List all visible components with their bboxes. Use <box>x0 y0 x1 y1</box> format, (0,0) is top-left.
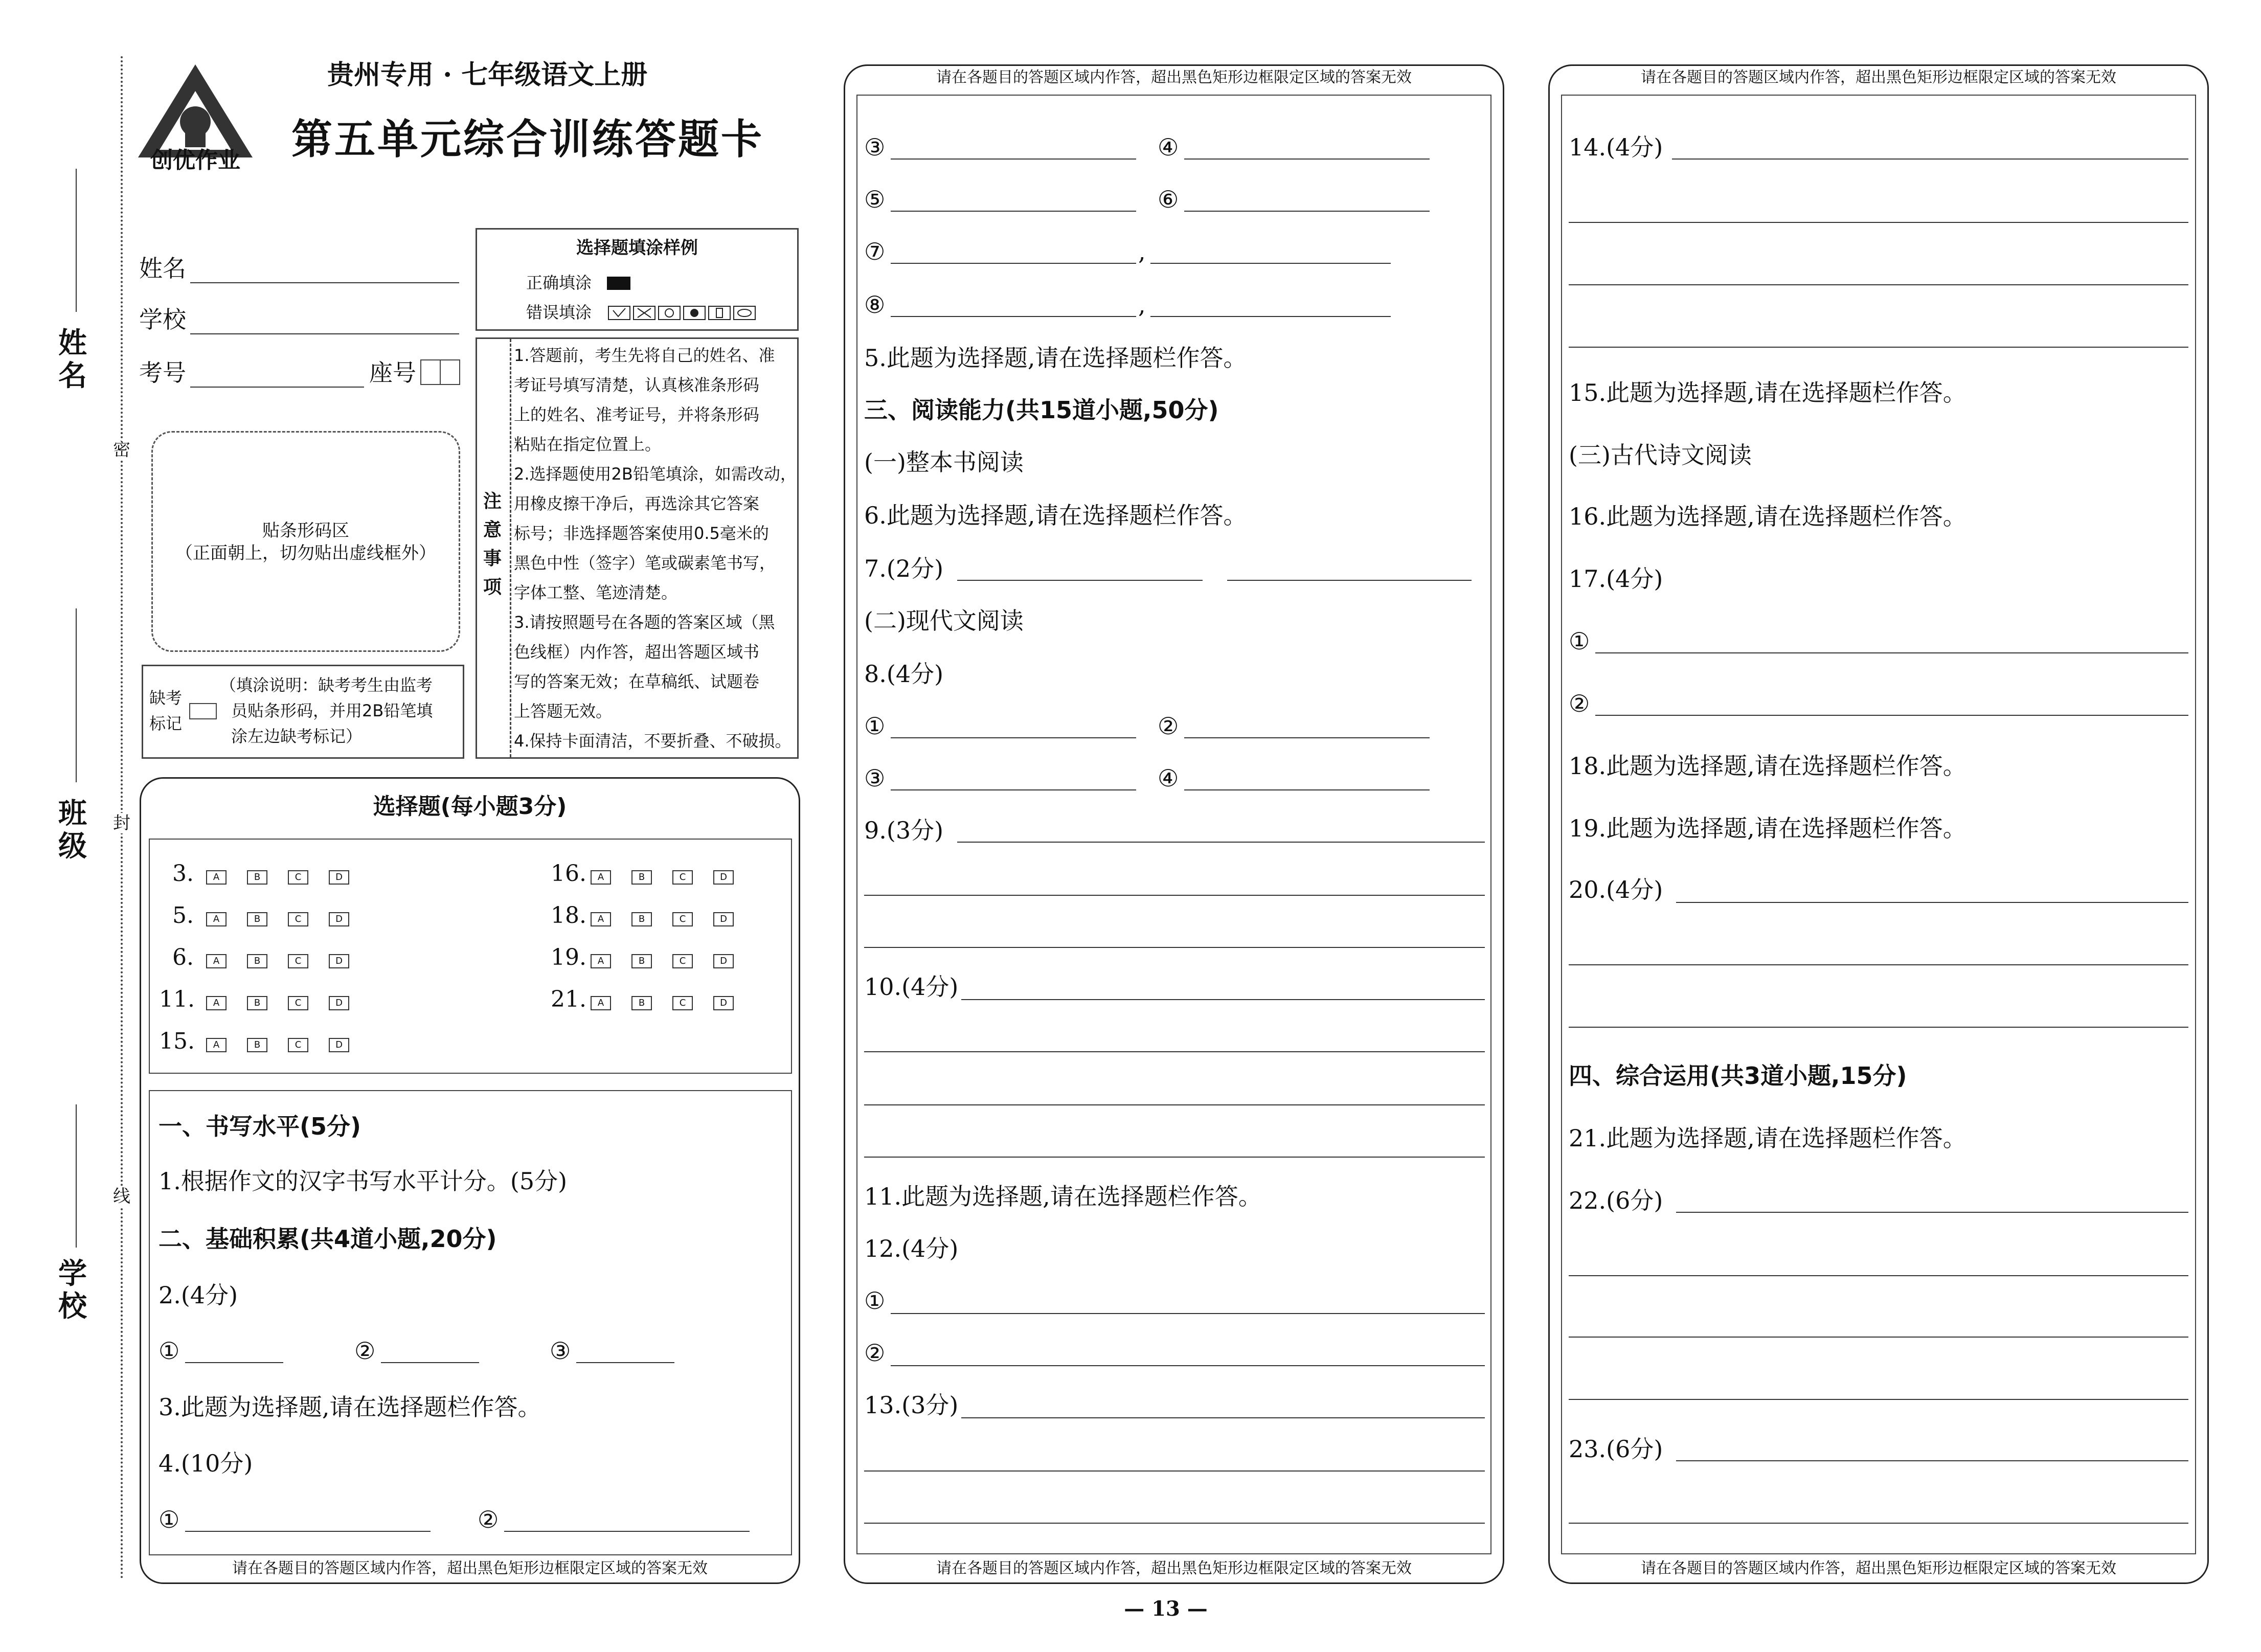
choice-option-b[interactable]: B <box>631 954 652 968</box>
binding-name-label: 姓 名 <box>58 327 87 393</box>
choice-option-d[interactable]: D <box>329 954 349 968</box>
notice-label-1: 注 <box>483 491 502 512</box>
binding-feng: 封 <box>111 813 132 833</box>
fill-sample-correct-mark <box>607 277 630 290</box>
choice-option-a[interactable]: A <box>206 870 227 885</box>
question-1: 1.根据作文的汉字书写水平计分。(5分) <box>159 1167 568 1195</box>
q22-line-4[interactable] <box>1569 1399 2188 1400</box>
q8-blank-3[interactable] <box>891 789 1136 790</box>
exam-no-field[interactable] <box>190 387 364 388</box>
choice-option-b[interactable]: B <box>631 996 652 1010</box>
question-6: 6.此题为选择题,请在选择题栏作答。 <box>864 502 1247 529</box>
q12-line-1[interactable] <box>891 1313 1485 1314</box>
subsection-1: (一)整本书阅读 <box>864 448 1024 476</box>
q14-line-1[interactable] <box>1672 159 2188 160</box>
absent-desc-2: 员贴条形码，并用2B铅笔填 <box>231 701 433 720</box>
choice-option-d[interactable]: D <box>329 1038 349 1052</box>
question-11: 11.此题为选择题,请在选择题栏作答。 <box>864 1183 1262 1210</box>
q2-blank-1[interactable] <box>185 1362 283 1363</box>
q20-line-2[interactable] <box>1569 964 2188 965</box>
q13-line-1[interactable] <box>961 1417 1485 1418</box>
choice-option-d[interactable]: D <box>329 870 349 885</box>
fill-sample-title: 选择题填涂样例 <box>576 238 698 258</box>
question-8: 8.(4分) <box>864 660 944 688</box>
section-writing-basic-box <box>149 1090 792 1555</box>
q4-blank-8b[interactable] <box>1150 316 1391 317</box>
q2-mark-3: ③ <box>550 1337 571 1365</box>
binding-name-line <box>76 169 77 312</box>
choice-option-a[interactable]: A <box>591 912 611 926</box>
q2-mark-2: ② <box>354 1337 376 1365</box>
notice-line: 考证号填写清楚，认真核准条形码 <box>514 375 760 395</box>
notice-line: 用橡皮擦干净后，再选涂其它答案 <box>514 494 760 513</box>
notice-line: 字体工整、笔迹清楚。 <box>514 583 678 602</box>
choice-option-c[interactable]: C <box>672 954 693 968</box>
notice-line: 色线框）内作答，超出答题区域书 <box>514 642 760 662</box>
q23-line-1[interactable] <box>1676 1460 2188 1461</box>
notice-line: 1.答题前，考生先将自己的姓名、准 <box>514 346 775 365</box>
notice-line: 粘贴在指定位置上。 <box>514 435 662 454</box>
q7-blank-2[interactable] <box>1227 580 1472 581</box>
choice-option-c[interactable]: C <box>288 870 308 885</box>
absent-mark-box <box>142 665 464 759</box>
question-9: 9.(3分) <box>864 817 944 844</box>
absent-desc-3: 涂左边缺考标记） <box>231 727 363 746</box>
notice-line: 3.请按照题号在各题的答案区域（黑 <box>514 613 775 632</box>
choice-option-a[interactable]: A <box>591 870 611 885</box>
q8-blank-2[interactable] <box>1184 737 1430 738</box>
choice-option-c[interactable]: C <box>672 996 693 1010</box>
question-19: 19.此题为选择题,请在选择题栏作答。 <box>1569 814 1966 842</box>
q4-mark-7: ⑦ <box>864 238 886 265</box>
seat-field[interactable] <box>420 359 460 385</box>
q4-blank-6[interactable] <box>1184 211 1430 212</box>
q8-blank-4[interactable] <box>1184 789 1430 790</box>
q23-line-2[interactable] <box>1569 1523 2188 1524</box>
q14-line-2[interactable] <box>1569 222 2188 223</box>
choice-qnum: 11. <box>159 986 195 1012</box>
q13-line-3[interactable] <box>864 1523 1485 1524</box>
question-17: 17.(4分) <box>1569 565 1663 593</box>
q17-line-1[interactable] <box>1595 652 2188 653</box>
fill-sample-box <box>476 228 799 331</box>
notice-label-4: 项 <box>483 577 502 598</box>
notice-line: 4.保持卡面清洁，不要折叠、不破损。 <box>514 731 792 751</box>
name-field[interactable] <box>190 282 459 283</box>
q14-line-3[interactable] <box>1569 284 2188 285</box>
binding-class-label: 班 级 <box>58 797 87 863</box>
q12-mark-1: ① <box>864 1287 886 1315</box>
choice-option-d[interactable]: D <box>713 954 734 968</box>
q4-comma-1: , <box>1138 238 1146 265</box>
answer-panel-2-inner <box>856 95 1491 1554</box>
question-23: 23.(6分) <box>1569 1435 1663 1463</box>
q20-line-3[interactable] <box>1569 1027 2188 1028</box>
choice-option-c[interactable]: C <box>288 996 308 1010</box>
subsection-2: (二)现代文阅读 <box>864 607 1024 635</box>
q9-line-3[interactable] <box>864 947 1485 948</box>
section-4-heading: 四、综合运用(共3道小题,15分) <box>1569 1062 1907 1090</box>
name-field-label: 姓名 <box>139 255 186 282</box>
notice-line: 标号；非选择题答案使用0.5毫米的 <box>514 524 769 543</box>
q4-mark-6: ⑥ <box>1158 186 1179 213</box>
choice-qnum: 3. <box>172 861 194 887</box>
choice-option-c[interactable]: C <box>288 954 308 968</box>
q22-line-2[interactable] <box>1569 1275 2188 1276</box>
question-22: 22.(6分) <box>1569 1187 1663 1214</box>
page-title: 第五单元综合训练答题卡 <box>291 116 764 163</box>
q4-mark-3: ③ <box>864 133 886 161</box>
choice-option-b[interactable]: B <box>631 870 652 885</box>
binding-school-line <box>76 1104 77 1248</box>
choice-option-b[interactable]: B <box>247 996 267 1010</box>
q10-line-3[interactable] <box>864 1104 1485 1105</box>
binding-class-line <box>76 608 77 782</box>
choice-title: 选择题(每小题3分) <box>373 794 567 820</box>
q10-line-4[interactable] <box>864 1157 1485 1158</box>
page-number: — 13 — <box>1124 1597 1208 1621</box>
q8-mark-3: ③ <box>864 764 886 792</box>
notice-line: 上答题无效。 <box>514 701 613 721</box>
q17-mark-2: ② <box>1569 690 1590 717</box>
notice-label-3: 事 <box>483 548 502 569</box>
choice-option-d[interactable]: D <box>329 996 349 1010</box>
q4-mark-4: ④ <box>1158 133 1179 161</box>
choice-qnum: 18. <box>551 902 586 929</box>
choice-qnum: 5. <box>172 902 194 929</box>
q8-mark-2: ② <box>1158 712 1179 740</box>
absent-label-2: 标记 <box>149 714 183 733</box>
q22-line-1[interactable] <box>1676 1212 2188 1213</box>
seat-field-label: 座号 <box>369 359 416 387</box>
q14-line-4[interactable] <box>1569 347 2188 348</box>
q8-mark-1: ① <box>864 712 886 740</box>
q4-comma-2: , <box>1138 291 1146 319</box>
answer-area-warning: 请在各题目的答题区域内作答，超出黑色矩形边框限定区域的答案无效 <box>1641 69 2116 86</box>
question-3: 3.此题为选择题,请在选择题栏作答。 <box>159 1393 541 1421</box>
q2-blank-2[interactable] <box>381 1362 479 1363</box>
choice-option-a[interactable]: A <box>591 996 611 1010</box>
logo <box>134 60 257 183</box>
q4-mark-8: ⑧ <box>864 291 886 319</box>
binding-xian: 线 <box>111 1186 132 1207</box>
exam-no-field-label: 考号 <box>139 359 186 387</box>
q9-line-1[interactable] <box>957 842 1485 843</box>
choice-option-b[interactable]: B <box>247 1038 267 1052</box>
question-12: 12.(4分) <box>864 1235 959 1262</box>
choice-option-b[interactable]: B <box>247 870 267 885</box>
subsection-3: (三)古代诗文阅读 <box>1569 441 1752 469</box>
choice-qnum: 15. <box>159 1028 195 1054</box>
barcode-line1: 贴条形码区 <box>262 521 349 541</box>
choice-option-c[interactable]: C <box>288 912 308 926</box>
choice-qnum: 6. <box>172 944 194 970</box>
choice-option-b[interactable]: B <box>247 954 267 968</box>
q4-blank-4[interactable] <box>1184 159 1430 160</box>
answer-area-warning: 请在各题目的答题区域内作答，超出黑色矩形边框限定区域的答案无效 <box>232 1559 708 1577</box>
choice-option-d[interactable]: D <box>713 912 734 926</box>
q10-line-2[interactable] <box>864 1051 1485 1052</box>
notice-label-2: 意 <box>483 519 502 540</box>
answer-area-warning: 请在各题目的答题区域内作答，超出黑色矩形边框限定区域的答案无效 <box>1641 1559 2116 1577</box>
absent-checkbox[interactable] <box>189 703 217 719</box>
choice-option-c[interactable]: C <box>672 912 693 926</box>
section-3-heading: 三、阅读能力(共15道小题,50分) <box>864 396 1219 424</box>
q4-mark-2: ② <box>478 1506 499 1533</box>
fill-sample-wrong-marks-icon <box>608 305 761 322</box>
choice-option-d[interactable]: D <box>713 996 734 1010</box>
fill-sample-wrong-label: 错误填涂 <box>526 303 592 322</box>
q20-line-1[interactable] <box>1676 902 2188 903</box>
page-subtitle: 贵州专用 · 七年级语文上册 <box>327 59 648 90</box>
q4-blank-7b[interactable] <box>1150 263 1391 264</box>
choice-qnum: 19. <box>551 944 586 970</box>
notice-line: 写的答案无效；在草稿纸、试题卷 <box>514 672 760 691</box>
q8-mark-4: ④ <box>1158 764 1179 792</box>
section-1-heading: 一、书写水平(5分) <box>159 1113 361 1140</box>
barcode-line2: （正面朝上，切勿贴出虚线框外） <box>175 543 436 563</box>
binding-school-label: 学 校 <box>58 1257 87 1323</box>
q8-blank-1[interactable] <box>891 737 1136 738</box>
q4-mark-5: ⑤ <box>864 186 886 213</box>
choice-grid <box>149 839 792 1074</box>
notice-line: 上的姓名、准考证号，并将条形码 <box>514 405 760 424</box>
question-14: 14.(4分) <box>1569 133 1663 161</box>
choice-option-d[interactable]: D <box>329 912 349 926</box>
fill-sample-correct-label: 正确填涂 <box>526 273 592 292</box>
school-field[interactable] <box>190 333 459 334</box>
q9-line-2[interactable] <box>864 895 1485 896</box>
q10-line-1[interactable] <box>961 999 1485 1000</box>
logo-text: 创优作业 <box>150 147 240 173</box>
question-15: 15.此题为选择题,请在选择题栏作答。 <box>1569 379 1966 406</box>
choice-option-c[interactable]: C <box>288 1038 308 1052</box>
q13-line-2[interactable] <box>864 1470 1485 1472</box>
notice-box <box>476 337 799 759</box>
absent-label-1: 缺考 <box>149 688 183 708</box>
q22-line-3[interactable] <box>1569 1337 2188 1338</box>
notice-divider <box>510 339 511 757</box>
choice-option-a[interactable]: A <box>206 1038 227 1052</box>
choice-option-a[interactable]: A <box>206 954 227 968</box>
question-7: 7.(2分) <box>864 555 944 582</box>
answer-area-warning: 请在各题目的答题区域内作答，超出黑色矩形边框限定区域的答案无效 <box>936 1559 1412 1577</box>
question-13: 13.(3分) <box>864 1391 959 1419</box>
choice-option-a[interactable]: A <box>206 996 227 1010</box>
q4-blank-5[interactable] <box>891 211 1136 212</box>
q4-blank-3[interactable] <box>891 159 1136 160</box>
choice-option-b[interactable]: B <box>631 912 652 926</box>
question-10: 10.(4分) <box>864 973 959 1001</box>
question-21: 21.此题为选择题,请在选择题栏作答。 <box>1569 1124 1966 1152</box>
notice-line: 黑色中性（签字）笔或碳素笔书写， <box>514 553 776 573</box>
question-18: 18.此题为选择题,请在选择题栏作答。 <box>1569 752 1966 780</box>
q12-mark-2: ② <box>864 1339 886 1367</box>
absent-desc-1: （填涂说明：缺考考生由监考 <box>220 675 433 695</box>
q4-blank-1[interactable] <box>185 1531 431 1532</box>
question-16: 16.此题为选择题,请在选择题栏作答。 <box>1569 503 1966 530</box>
choice-option-a[interactable]: A <box>206 912 227 926</box>
binding-mi: 密 <box>111 440 132 460</box>
q4-blank-2[interactable] <box>504 1531 750 1532</box>
q7-blank-1[interactable] <box>957 580 1203 581</box>
choice-option-d[interactable]: D <box>713 870 734 885</box>
choice-option-b[interactable]: B <box>247 912 267 926</box>
question-2: 2.(4分) <box>159 1281 238 1309</box>
q12-line-2[interactable] <box>891 1365 1485 1366</box>
choice-option-c[interactable]: C <box>672 870 693 885</box>
section-2-heading: 二、基础积累(共4道小题,20分) <box>159 1225 497 1253</box>
question-5: 5.此题为选择题,请在选择题栏作答。 <box>864 344 1247 372</box>
q17-line-2[interactable] <box>1595 715 2188 716</box>
q4-blank-8a[interactable] <box>891 316 1136 317</box>
choice-option-a[interactable]: A <box>591 954 611 968</box>
q2-mark-1: ① <box>159 1337 180 1365</box>
choice-qnum: 16. <box>551 861 586 887</box>
q4-mark-1: ① <box>159 1506 180 1533</box>
q4-blank-7a[interactable] <box>891 263 1136 264</box>
school-field-label: 学校 <box>139 306 186 333</box>
answer-area-warning: 请在各题目的答题区域内作答，超出黑色矩形边框限定区域的答案无效 <box>936 69 1412 86</box>
question-4: 4.(10分) <box>159 1450 253 1477</box>
barcode-area <box>151 431 460 652</box>
q2-blank-3[interactable] <box>576 1362 674 1363</box>
question-20: 20.(4分) <box>1569 876 1663 903</box>
q17-mark-1: ① <box>1569 627 1590 655</box>
choice-qnum: 21. <box>551 986 586 1012</box>
notice-line: 2.选择题使用2B铅笔填涂，如需改动， <box>514 464 797 484</box>
